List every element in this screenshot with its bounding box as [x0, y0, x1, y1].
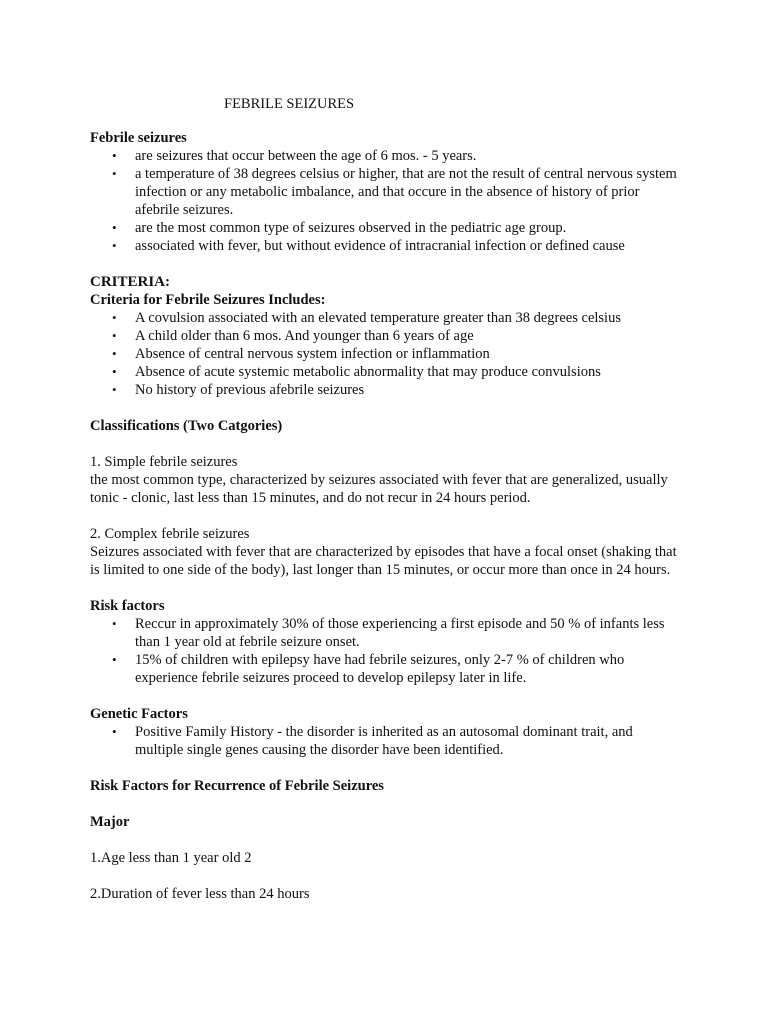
complex-seizures-text: Seizures associated with fever that are characterized by episodes that have a focal onset (shaking that is limited to one side of the body), last longer than 15 minutes, or occur more than once in 24 hours.	[90, 544, 677, 578]
classifications-heading: Classifications (Two Catgories)	[90, 418, 283, 434]
febrile-list	[90, 147, 680, 255]
list-item: • No history of previous afebrile seizures	[90, 381, 680, 399]
criteria-list	[90, 309, 680, 399]
list-item: • Absence of acute systemic metabolic abnormality that may produce convulsions	[90, 363, 680, 381]
list-item: • Reccur in approximately 30% of those experiencing a first episode and 50 % of infants less than 1 year old at febrile seizure onset.	[90, 615, 680, 651]
criteria-subheading: Criteria for Febrile Seizures Includes:	[90, 292, 326, 308]
document-page	[90, 95, 680, 903]
febrile-heading: Febrile seizures	[90, 130, 187, 146]
genetic-factors-heading: Genetic Factors	[90, 706, 188, 722]
list-item: • associated with fever, but without evidence of intracranial infection or defined cause	[90, 237, 680, 255]
list-item: • A child older than 6 mos. And younger than 6 years of age	[90, 327, 680, 345]
list-item: • 15% of children with epilepsy have had febrile seizures, only 2-7 % of children who experience febrile seizures proceed to develop epilepsy later in life.	[90, 651, 680, 687]
simple-seizures-title: 1. Simple febrile seizures	[90, 454, 238, 470]
complex-seizures-title: 2. Complex febrile seizures	[90, 526, 250, 542]
genetic-factors-list	[90, 723, 680, 759]
risk-factors-heading: Risk factors	[90, 598, 165, 614]
list-item: • are the most common type of seizures observed in the pediatric age group.	[90, 219, 680, 237]
list-item: • a temperature of 38 degrees celsius or higher, that are not the result of central nervous system infection or any metabolic imbalance, and that occure in the absence of history of prior afebrile seizures.	[90, 165, 680, 219]
list-item: • Absence of central nervous system infection or inflammation	[90, 345, 680, 363]
document-title: FEBRILE SEIZURES	[224, 96, 355, 112]
risk-factors-list	[90, 615, 680, 687]
list-item: • A covulsion associated with an elevated temperature greater than 38 degrees celsius	[90, 309, 680, 327]
simple-seizures-text: the most common type, characterized by seizures associated with fever that are generalized, usually tonic - clonic, last less than 15 minutes, and do not recur in 24 hours period.	[90, 472, 668, 506]
recurrence-heading: Risk Factors for Recurrence of Febrile Seizures	[90, 778, 384, 794]
major-item-1: 1.Age less than 1 year old 2	[90, 850, 252, 866]
list-item: • Positive Family History - the disorder is inherited as an autosomal dominant trait, and multiple single genes causing the disorder have been identified.	[90, 723, 680, 759]
major-heading: Major	[90, 814, 130, 830]
major-item-2: 2.Duration of fever less than 24 hours	[90, 886, 310, 902]
criteria-heading: CRITERIA:	[90, 274, 171, 290]
list-item: • are seizures that occur between the age of 6 mos. - 5 years.	[90, 147, 680, 165]
